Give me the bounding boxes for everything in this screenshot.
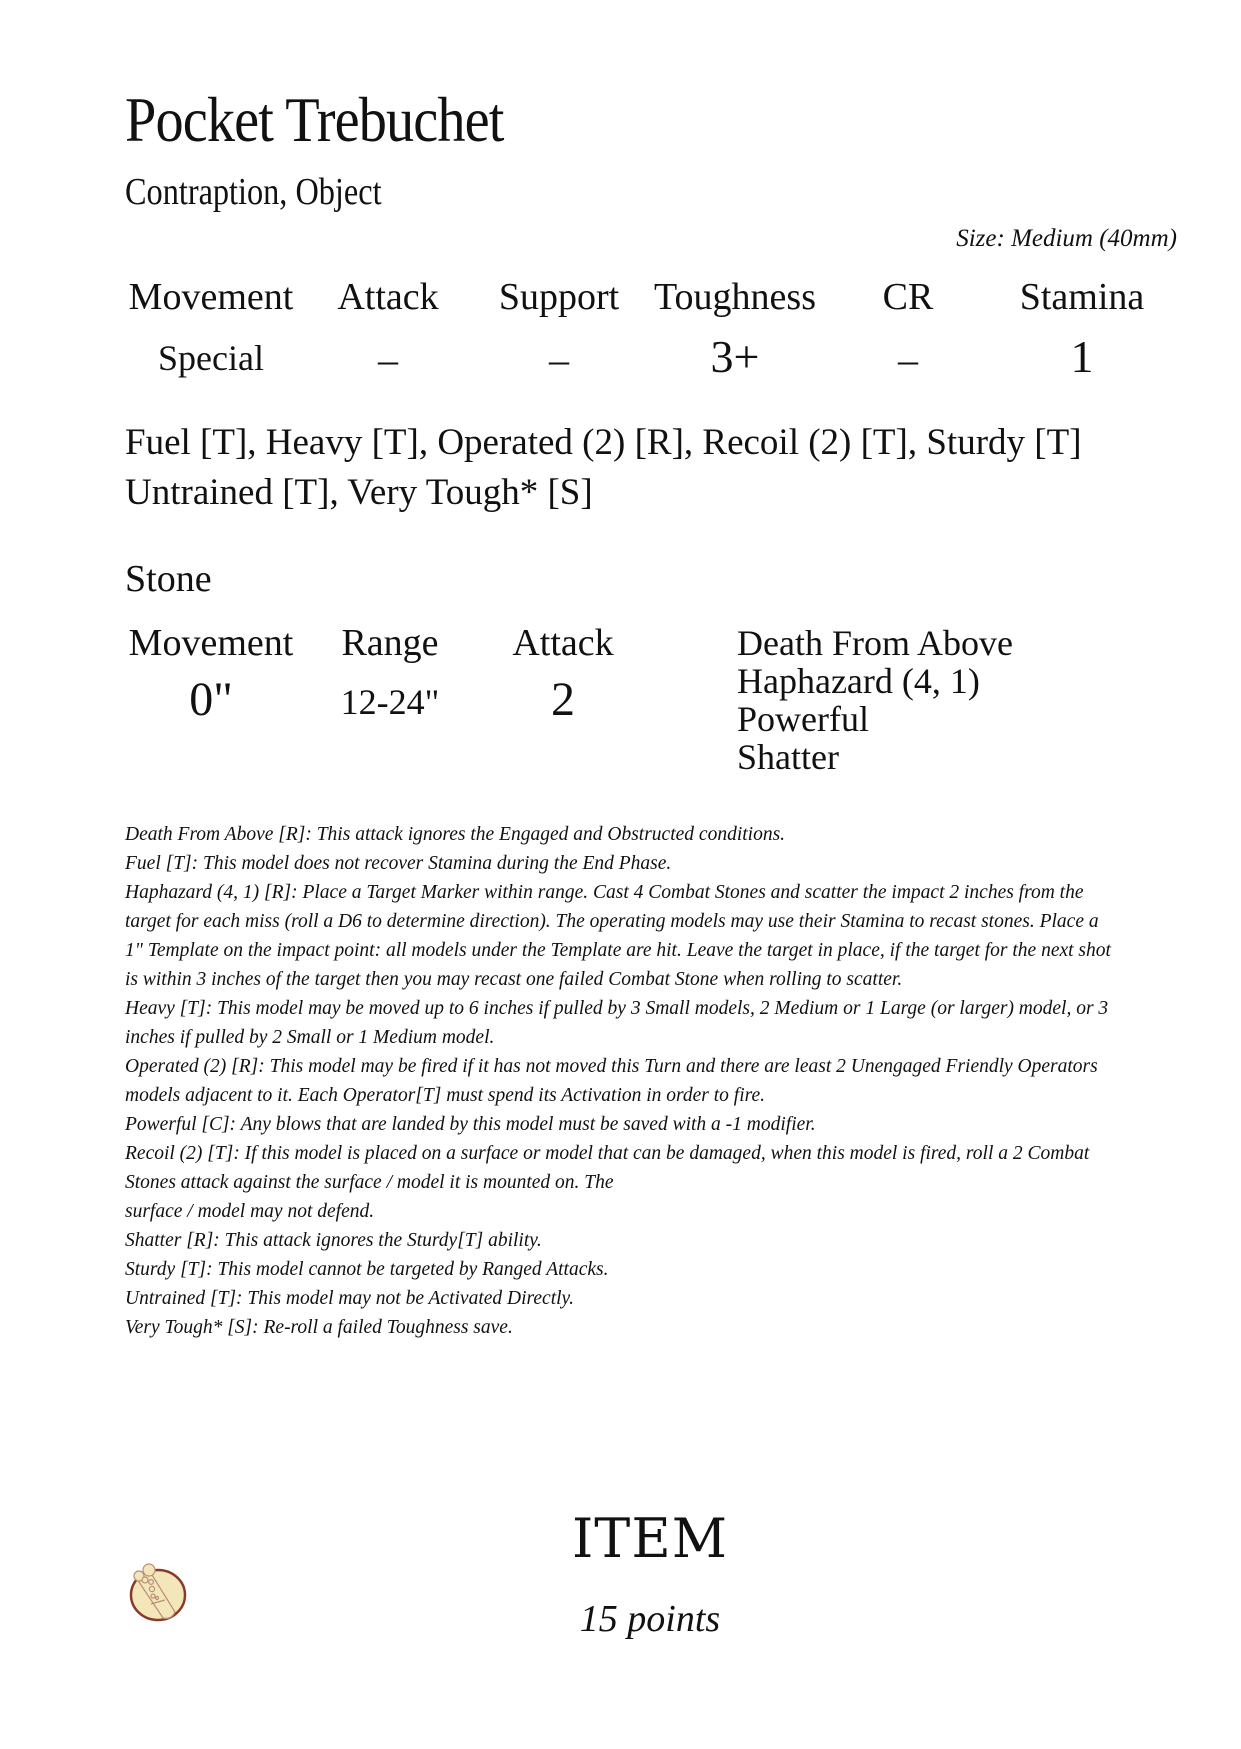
stat-header-support: Support (498, 276, 620, 318)
weapon-value-movement: 0" (189, 673, 233, 726)
rule-shatter: Shatter [R]: This attack ignores the Sturdy[T] ability. (125, 1230, 542, 1251)
card-subtitle: Contraption, Object (125, 171, 382, 213)
weapon-value-range: 12-24" (340, 682, 440, 722)
stat-value-stamina: 1 (1070, 331, 1094, 382)
model-size: Size: Medium (40mm) (956, 225, 1177, 252)
rules-text (125, 820, 1115, 1342)
weapon-ability: Death From Above (737, 623, 1013, 663)
stat-header-cr: CR (882, 276, 934, 318)
keyword-line-1: Fuel [T], Heavy [T], Operated (2) [R], Recoil (2) [T], Sturdy [T] (125, 422, 1082, 463)
keyword-line-2: Untrained [T], Very Tough* [S] (125, 472, 593, 513)
weapon-ability: Shatter (737, 737, 839, 777)
stat-value-movement: Special (158, 338, 264, 378)
rule-haphazard: Haphazard (4, 1) [R]: Place a Target Marker within range. Cast 4 Combat Stones and scatter the impact 2 inches from the target for each miss (roll a D6 to determine direction). The operating models may use their Stamina to recast stones. Place a 1" Template on the impact point: all models under the Template are hit. Leave the target in place, if the target for the next shot is within 3 inches of the target then you may recast one failed Combat Stone when rolling to scatter. (125, 882, 1111, 990)
card-title: Pocket Trebuchet (125, 84, 504, 155)
weapon-ability-list (737, 624, 1013, 776)
stat-value-attack: – (378, 337, 398, 382)
rule-untrained: Untrained [T]: This model may not be Activated Directly. (125, 1288, 574, 1309)
card-type: ITEM (571, 1507, 729, 1570)
point-cost: 15 points (579, 1598, 721, 1640)
stat-value-toughness: 3+ (710, 331, 760, 382)
rule-operated: Operated (2) [R]: This model may be fired if it has not moved this Turn and there are least 2 Unengaged Friendly Operators models adjacent to it. Each Operator[T] must spend its Activation in order to fire. (125, 1056, 1098, 1106)
rule-powerful: Powerful [C]: Any blows that are landed by this model must be saved with a -1 modifier. (125, 1114, 816, 1135)
stat-value-support: – (549, 337, 569, 382)
stat-value-cr: – (898, 337, 918, 382)
rule-recoil-continued: surface / model may not defend. (125, 1201, 375, 1222)
weapon-header-movement: Movement (128, 622, 294, 664)
rule-sturdy: Sturdy [T]: This model cannot be targeted by Ranged Attacks. (125, 1259, 609, 1280)
weapon-value-attack: 2 (551, 673, 575, 726)
weapon-name: Stone (125, 558, 212, 600)
weapon-ability: Haphazard (4, 1) (737, 661, 980, 701)
rule-heavy: Heavy [T]: This model may be moved up to 6 inches if pulled by 3 Small models, 2 Medium or 1 Large (or larger) model, or 3 inches if pulled by 2 Small or 1 Medium model. (125, 998, 1109, 1048)
weapon-header-range: Range (341, 622, 439, 664)
rule-fuel: Fuel [T]: This model does not recover Stamina during the End Phase. (125, 853, 672, 874)
weapon-ability: Powerful (737, 699, 869, 739)
stat-header-stamina: Stamina (1019, 276, 1145, 318)
stat-header-toughness: Toughness (653, 276, 817, 318)
rule-very-tough: Very Tough* [S]: Re-roll a failed Toughness save. (125, 1317, 513, 1338)
weapon-header-attack: Attack (512, 622, 614, 664)
stat-header-attack: Attack (337, 276, 439, 318)
rule-recoil: Recoil (2) [T]: If this model is placed on a surface or model that can be damaged, when this model is fired, roll a 2 Combat Stones attack against the surface / model it is mounted on. The (125, 1143, 1090, 1193)
rule-death-from-above: Death From Above [R]: This attack ignores the Engaged and Obstructed conditions. (125, 824, 786, 845)
keyword-list (125, 418, 1082, 518)
stat-header-movement: Movement (128, 276, 294, 318)
